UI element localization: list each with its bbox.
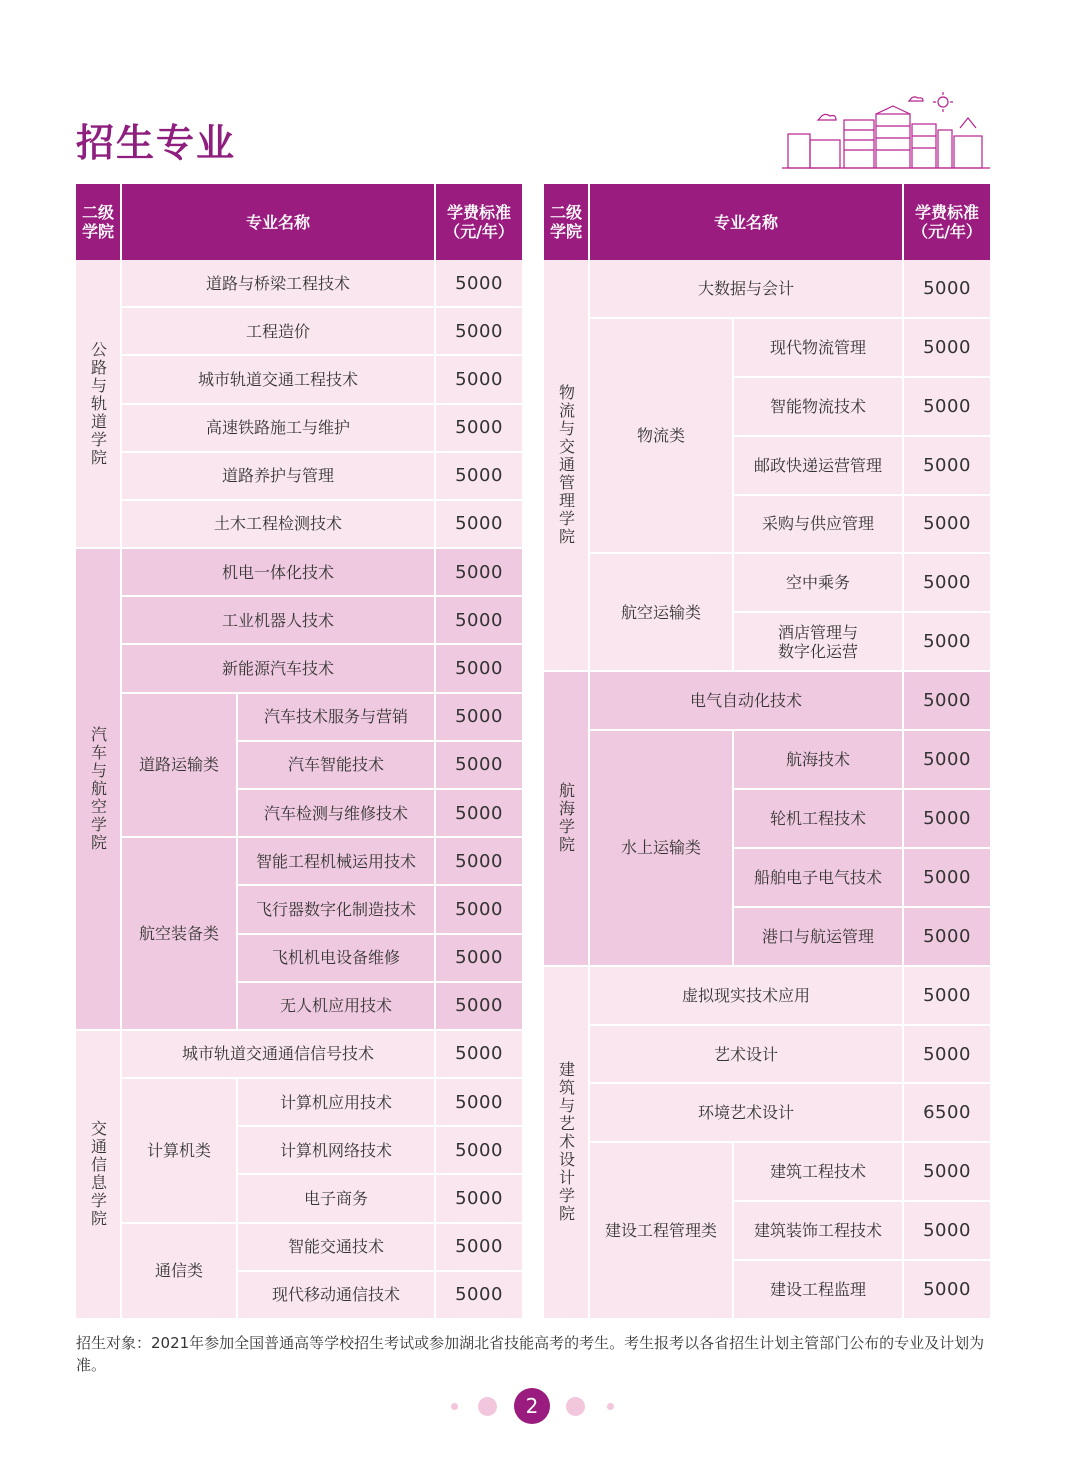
header-major [122, 184, 436, 260]
major-fee-text: 5000 [923, 1220, 971, 1242]
major-fee-text: 5000 [923, 572, 971, 594]
major-fee [436, 838, 522, 886]
major-name-text: 电子商务 [303, 1188, 368, 1208]
major-name-text: 智能工程机械运用技术 [255, 851, 416, 871]
major-name-text: 建筑工程技术 [769, 1162, 866, 1182]
major-fee [436, 886, 522, 934]
major-fee [436, 1031, 522, 1079]
major-fee-text: 5000 [923, 277, 971, 299]
header-fee [436, 184, 522, 260]
major-name-text: 港口与航运管理 [761, 926, 874, 946]
major-name [122, 549, 436, 597]
major-name [238, 1224, 436, 1272]
major-fee [436, 645, 522, 693]
major-fee-text: 5000 [455, 1284, 503, 1306]
major-name [238, 838, 436, 886]
header-college-text: 二级 学院 [81, 203, 114, 241]
major-name-text: 采购与供应管理 [761, 514, 874, 534]
major-fee [436, 405, 522, 453]
category-cell-text: 航空运输类 [620, 602, 701, 622]
major-fee [904, 1026, 990, 1085]
major-name [238, 1079, 436, 1127]
major-name [122, 1031, 436, 1079]
page-number: 2 [514, 1388, 550, 1424]
major-name-text: 智能交通技术 [287, 1237, 384, 1257]
major-fee-text: 5000 [923, 925, 971, 947]
major-fee-text: 5000 [455, 417, 503, 439]
major-fee-text: 5000 [455, 995, 503, 1017]
major-name [734, 849, 904, 908]
major-name-text: 计算机应用技术 [279, 1092, 392, 1112]
major-fee-text: 5000 [923, 454, 971, 476]
major-fee [436, 1175, 522, 1223]
major-name [734, 319, 904, 378]
major-name [590, 260, 904, 319]
major-name-text: 船舶电子电气技术 [753, 867, 882, 887]
major-name [734, 1261, 904, 1320]
college-cell-text: 公路与轨道学院 [88, 340, 108, 467]
major-fee-text: 5000 [455, 658, 503, 680]
major-name [122, 501, 436, 549]
major-name [238, 1272, 436, 1320]
major-name-text: 艺术设计 [713, 1044, 778, 1064]
major-fee-text: 5000 [455, 1139, 503, 1161]
category-cell-text: 航空装备类 [138, 924, 219, 944]
city-skyline-illustration [780, 88, 992, 172]
major-fee-text: 5000 [923, 395, 971, 417]
major-fee-text: 5000 [455, 465, 503, 487]
major-fee [436, 1079, 522, 1127]
major-name [734, 496, 904, 555]
major-name-text: 轮机工程技术 [769, 808, 866, 828]
major-fee [436, 308, 522, 356]
major-fee [904, 908, 990, 967]
major-name-text: 城市轨道交通通信信号技术 [181, 1044, 374, 1064]
major-fee-text: 5000 [923, 984, 971, 1006]
college-cell-text: 航海学院 [556, 782, 576, 855]
major-fee-text: 5000 [455, 272, 503, 294]
college-cell [544, 672, 590, 966]
major-fee [904, 790, 990, 849]
major-fee [904, 319, 990, 378]
major-fee [904, 1261, 990, 1320]
major-name [590, 967, 904, 1026]
major-name-text: 虚拟现实技术应用 [681, 985, 810, 1005]
major-fee [904, 672, 990, 731]
major-name [122, 597, 436, 645]
major-name [590, 672, 904, 731]
major-name-text: 环境艺术设计 [697, 1103, 794, 1123]
major-name-text: 建筑装饰工程技术 [753, 1221, 882, 1241]
major-fee-text: 5000 [923, 866, 971, 888]
major-fee-text: 5000 [923, 336, 971, 358]
major-name [734, 554, 904, 613]
college-cell [76, 549, 122, 1031]
page-dot [566, 1397, 585, 1416]
major-fee-text: 5000 [923, 1279, 971, 1301]
major-fee [436, 935, 522, 983]
category-cell [122, 694, 238, 839]
major-name [590, 1084, 904, 1143]
major-name [238, 983, 436, 1031]
major-name-text: 道路与桥梁工程技术 [205, 273, 350, 293]
major-name-text: 空中乘务 [785, 573, 850, 593]
major-fee [904, 1084, 990, 1143]
major-fee [436, 597, 522, 645]
major-name-text: 汽车技术服务与营销 [263, 707, 408, 727]
header-major-text: 专业名称 [713, 212, 778, 232]
major-fee [904, 613, 990, 672]
major-fee-text: 6500 [923, 1102, 971, 1124]
major-fee [904, 967, 990, 1026]
page-title: 招生专业 [76, 121, 237, 165]
major-fee [904, 1202, 990, 1261]
major-name-text: 汽车智能技术 [287, 755, 384, 775]
college-cell [544, 967, 590, 1320]
major-fee-text: 5000 [455, 609, 503, 631]
major-name [122, 356, 436, 404]
category-cell-text: 建设工程管理类 [604, 1221, 717, 1241]
major-name [734, 378, 904, 437]
major-name-text: 酒店管理与 数字化运营 [777, 622, 858, 661]
major-name [238, 886, 436, 934]
major-fee-text: 5000 [455, 947, 503, 969]
category-cell [590, 554, 734, 672]
major-fee [904, 437, 990, 496]
major-name-text: 工业机器人技术 [221, 610, 334, 630]
header-major-text: 专业名称 [245, 212, 310, 232]
major-name-text: 道路养护与管理 [221, 466, 334, 486]
major-name-text: 土木工程检测技术 [213, 514, 342, 534]
college-cell-text: 汽车与航空学院 [88, 725, 108, 852]
major-fee [436, 501, 522, 549]
major-fee-text: 5000 [455, 802, 503, 824]
header-college [76, 184, 122, 260]
major-name-text: 邮政快递运营管理 [753, 455, 882, 475]
major-fee-text: 5000 [923, 807, 971, 829]
college-cell [544, 260, 590, 672]
major-name [734, 437, 904, 496]
major-name-text: 大数据与会计 [697, 278, 794, 298]
major-fee [436, 742, 522, 790]
college-cell-text: 交通信息学院 [88, 1120, 108, 1229]
major-name [238, 742, 436, 790]
major-name [238, 935, 436, 983]
major-fee-text: 5000 [455, 368, 503, 390]
major-fee-text: 5000 [455, 898, 503, 920]
major-name [122, 405, 436, 453]
major-name [122, 645, 436, 693]
major-fee [904, 260, 990, 319]
major-fee [904, 496, 990, 555]
category-cell-text: 物流类 [636, 426, 685, 446]
college-cell-text: 建筑与艺术设计学院 [556, 1061, 576, 1224]
major-name-text: 现代移动通信技术 [271, 1285, 400, 1305]
major-fee-text: 5000 [923, 513, 971, 535]
major-name-text: 智能物流技术 [769, 396, 866, 416]
major-fee-text: 5000 [923, 1161, 971, 1183]
major-fee [436, 260, 522, 308]
major-name [122, 260, 436, 308]
major-fee-text: 5000 [455, 513, 503, 535]
major-fee-text: 5000 [455, 754, 503, 776]
major-fee-text: 5000 [455, 850, 503, 872]
category-cell [122, 838, 238, 1031]
category-cell-text: 道路运输类 [138, 755, 219, 775]
major-name-text: 现代物流管理 [769, 337, 866, 357]
major-fee-text: 5000 [455, 706, 503, 728]
page-dot [607, 1403, 614, 1410]
major-name [734, 908, 904, 967]
college-cell [76, 1031, 122, 1320]
major-name-text: 无人机应用技术 [279, 996, 392, 1016]
page-dot [478, 1397, 497, 1416]
major-name-text: 工程造价 [245, 321, 310, 341]
category-cell [590, 319, 734, 555]
major-name-text: 飞机机电设备维修 [271, 948, 400, 968]
major-name [238, 694, 436, 742]
header-college-text: 二级 学院 [549, 203, 582, 241]
major-fee-text: 5000 [455, 1091, 503, 1113]
major-fee [436, 1272, 522, 1320]
major-fee-text: 5000 [923, 749, 971, 771]
major-fee [904, 1143, 990, 1202]
footnote: 招生对象：2021年参加全国普通高等学校招生考试或参加湖北省技能高考的考生。考生报考以各省招生计划主管部门公布的专业及计划为准。 [76, 1334, 985, 1374]
major-name [238, 1127, 436, 1175]
major-name-text: 高速铁路施工与维护 [205, 418, 350, 438]
major-name-text: 建设工程监理 [769, 1280, 866, 1300]
major-fee [436, 1127, 522, 1175]
major-fee [436, 1224, 522, 1272]
major-fee-text: 5000 [455, 1043, 503, 1065]
category-cell [122, 1224, 238, 1320]
page-dot [451, 1403, 458, 1410]
major-fee [436, 549, 522, 597]
header-fee-text: 学费标准 （元/年） [444, 203, 514, 241]
major-name [122, 453, 436, 501]
major-fee [904, 849, 990, 908]
category-cell [122, 1079, 238, 1224]
major-fee-text: 5000 [923, 631, 971, 653]
major-fee-text: 5000 [455, 320, 503, 342]
major-name [734, 1143, 904, 1202]
category-cell-text: 水上运输类 [620, 838, 701, 858]
major-name [122, 308, 436, 356]
major-name [734, 613, 904, 672]
major-name [734, 731, 904, 790]
major-name-text: 飞行器数字化制造技术 [255, 899, 416, 919]
major-name-text: 航海技术 [785, 750, 850, 770]
major-fee-text: 5000 [455, 1236, 503, 1258]
major-fee [436, 356, 522, 404]
major-fee-text: 5000 [923, 690, 971, 712]
major-fee [436, 790, 522, 838]
major-name-text: 机电一体化技术 [221, 562, 334, 582]
major-name [590, 1026, 904, 1085]
major-name [238, 790, 436, 838]
major-name [734, 1202, 904, 1261]
header-college [544, 184, 590, 260]
major-fee-text: 5000 [455, 1187, 503, 1209]
right-major-table [544, 184, 990, 1320]
major-fee [904, 731, 990, 790]
major-name-text: 汽车检测与维修技术 [263, 803, 408, 823]
major-fee [436, 694, 522, 742]
major-fee [904, 378, 990, 437]
major-name-text: 电气自动化技术 [689, 691, 802, 711]
category-cell [590, 731, 734, 967]
major-fee [436, 453, 522, 501]
header-fee-text: 学费标准 （元/年） [912, 203, 982, 241]
major-fee-text: 5000 [455, 561, 503, 583]
header-major [590, 184, 904, 260]
major-fee [436, 983, 522, 1031]
college-cell-text: 物流与交通管理学院 [556, 384, 576, 547]
category-cell [590, 1143, 734, 1320]
college-cell [76, 260, 122, 549]
major-name-text: 计算机网络技术 [279, 1140, 392, 1160]
header-fee [904, 184, 990, 260]
major-name [734, 790, 904, 849]
major-name [238, 1175, 436, 1223]
major-name-text: 城市轨道交通工程技术 [197, 369, 358, 389]
left-major-table [76, 184, 522, 1320]
category-cell-text: 通信类 [154, 1261, 203, 1281]
major-fee-text: 5000 [923, 1043, 971, 1065]
category-cell-text: 计算机类 [146, 1140, 211, 1160]
major-fee [904, 554, 990, 613]
major-name-text: 新能源汽车技术 [221, 659, 334, 679]
